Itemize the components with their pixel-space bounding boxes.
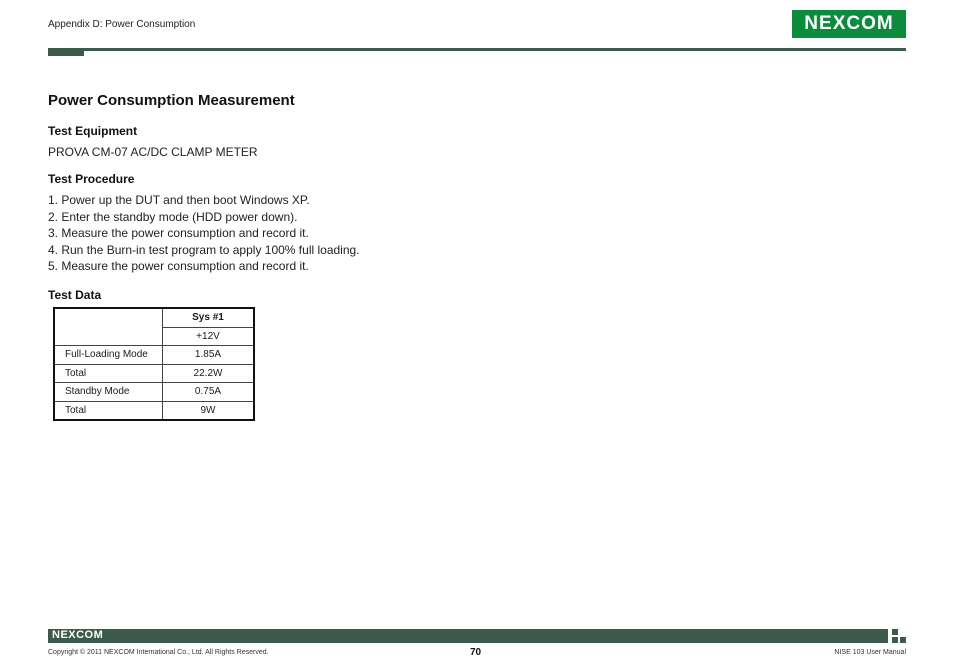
equipment-heading: Test Equipment (48, 124, 138, 138)
table-row (54, 401, 254, 420)
equipment-text: PROVA CM-07 AC/DC CLAMP METER (48, 145, 258, 159)
header-accent-bar (48, 48, 84, 56)
page-number: 70 (470, 647, 482, 658)
procedure-steps (48, 192, 360, 275)
procedure-step: 1. Power up the DUT and then boot Windows XP. (48, 193, 310, 207)
footer-bar (48, 629, 888, 643)
logo-text: NEXCOM (804, 13, 894, 34)
row-label: Total (54, 364, 163, 383)
procedure-heading: Test Procedure (48, 172, 135, 186)
test-data-heading: Test Data (48, 288, 102, 302)
procedure-step: 4. Run the Burn-in test program to apply 100% full loading. (48, 242, 360, 257)
footer-manual-name: NISE 103 User Manual (834, 649, 906, 656)
procedure-step: 3. Measure the power consumption and record it. (48, 226, 309, 240)
row-label: Standby Mode (54, 383, 163, 402)
column-header-sys1: Sys #1 (163, 308, 255, 327)
row-value: 0.75A (163, 383, 255, 402)
nexcom-logo (792, 10, 906, 38)
footer-copyright: Copyright © 2011 NEXCOM International Co., Ltd. All Rights Reserved. (48, 649, 269, 656)
footer-corner-square (900, 637, 906, 643)
row-label: Total (54, 401, 163, 420)
footer-logo: NEXCOM (52, 629, 104, 641)
voltage-cell: +12V (163, 327, 255, 346)
header-section-title: Appendix D: Power Consumption (48, 19, 196, 30)
row-value: 1.85A (163, 346, 255, 365)
table-row (54, 364, 254, 383)
footer-corner-square (892, 629, 898, 635)
row-value: 9W (163, 401, 255, 420)
procedure-step: 2. Enter the standby mode (HDD power down). (48, 209, 298, 224)
row-label: Full-Loading Mode (54, 346, 163, 365)
test-data-table (53, 307, 255, 421)
table-row (54, 346, 254, 365)
header-rule (84, 48, 906, 51)
page-title: Power Consumption Measurement (48, 92, 295, 109)
footer-corner-square (892, 637, 898, 643)
row-value: 22.2W (163, 364, 255, 383)
procedure-step: 5. Measure the power consumption and record it. (48, 259, 309, 273)
table-row (54, 383, 254, 402)
table-row (54, 308, 254, 327)
table-corner-cell (54, 308, 163, 346)
